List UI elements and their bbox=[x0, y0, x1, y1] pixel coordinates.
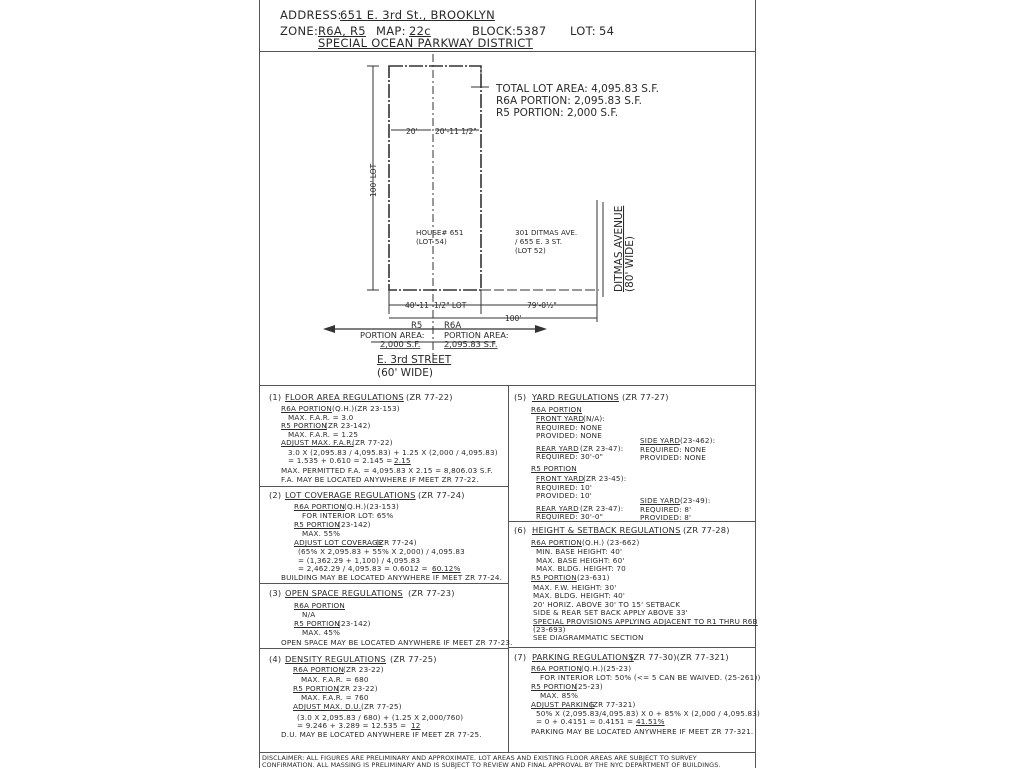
s2-note: BUILDING MAY BE LOCATED ANYWHERE IF MEET ZR 77-24. bbox=[281, 573, 503, 582]
s7-title: PARKING REGULATIONS bbox=[532, 652, 634, 662]
s6-max-bldg-r5: MAX. BLDG. HEIGHT: 40' bbox=[533, 591, 626, 600]
s4-title-ref: (ZR 77-25) bbox=[390, 654, 437, 664]
s5-r6a: R6A PORTION bbox=[531, 405, 582, 414]
r5-portion-area: R5 PORTION: 2,000 S.F. bbox=[496, 107, 619, 119]
block-value: 5387 bbox=[516, 24, 547, 38]
s6-r5: R5 PORTION bbox=[531, 573, 577, 582]
dim-100-lot: 100' LOT bbox=[369, 163, 378, 197]
house-label-1: HOUSE# 651 bbox=[416, 228, 464, 237]
r5-area-line2: 2,000 S.F. bbox=[380, 339, 421, 349]
s6-title: HEIGHT & SETBACK REGULATIONS bbox=[532, 525, 681, 535]
s4-note: D.U. MAY BE LOCATED ANYWHERE IF MEET ZR 77-25. bbox=[281, 730, 482, 739]
s5-side-r6a-prov: PROVIDED: NONE bbox=[640, 453, 706, 462]
s5-side-r6a-req: REQUIRED: NONE bbox=[640, 445, 707, 454]
s1-num: (1) bbox=[269, 392, 282, 402]
s4-r6a: R6A PORTION bbox=[293, 665, 344, 674]
dim-half-lot: 1/2" LOT bbox=[434, 301, 467, 310]
divider-s3-s4 bbox=[259, 648, 508, 649]
s5-front-r5-req: REQUIRED: 10' bbox=[536, 483, 593, 492]
s2-num: (2) bbox=[269, 490, 282, 500]
neighbor-label-3: (LOT 52) bbox=[515, 246, 546, 255]
s6-r6a-ref: (Q.H.) (23-662) bbox=[582, 538, 640, 547]
s1-permitted: MAX. PERMITTED F.A. = 4,095.83 X 2.15 = 8,806.03 S.F. bbox=[281, 466, 493, 475]
divider-s2-s3 bbox=[259, 583, 508, 584]
zone-label: ZONE: bbox=[280, 24, 319, 38]
s7-r5-ref: (25-23) bbox=[575, 682, 603, 691]
s7-adjust: ADJUST PARKING bbox=[531, 700, 595, 709]
s4-r6a-ref: (ZR 23-22) bbox=[343, 665, 384, 674]
s5-front-r5-prov: PROVIDED: 10' bbox=[536, 491, 592, 500]
s7-note: PARKING MAY BE LOCATED ANYWHERE IF MEET ZR 77-321. bbox=[531, 727, 754, 736]
s5-front-r6a-prov: PROVIDED: NONE bbox=[536, 431, 602, 440]
s6-max-bldg: MAX. BLDG. HEIGHT: 70 bbox=[536, 564, 626, 573]
divider-s5-s6 bbox=[508, 521, 756, 522]
s5-side-r5-prov: PROVIDED: 8' bbox=[640, 513, 692, 522]
s5-side-r5-ref: (23-49): bbox=[680, 496, 711, 505]
s4-title: DENSITY REGULATIONS bbox=[285, 654, 386, 664]
s5-front-r6a: FRONT YARD bbox=[536, 414, 585, 423]
s1-adjust: ADJUST MAX. F.A.R. bbox=[281, 438, 354, 447]
s6-setback1: 20' HORIZ. ABOVE 30' TO 15' SETBACK bbox=[533, 600, 681, 609]
s4-adjust-ref: (ZR 77-25) bbox=[361, 702, 402, 711]
s5-side-r5-req: REQUIRED: 8' bbox=[640, 505, 692, 514]
s4-adjust: ADJUST MAX. D.U. bbox=[293, 702, 362, 711]
r6a-zone-label: R6A bbox=[444, 321, 462, 331]
r5-area-line1: PORTION AREA: bbox=[360, 330, 425, 340]
s1-result: 2.15 bbox=[394, 456, 411, 465]
s6-r5-ref: (23-631) bbox=[577, 573, 610, 582]
s3-r6a: R6A PORTION bbox=[294, 601, 345, 610]
disclaimer-divider bbox=[259, 752, 756, 753]
s2-calc3: = 2,462.29 / 4,095.83 = 0.6012 = bbox=[298, 564, 428, 573]
s6-max-fw: MAX. F.W. HEIGHT: 30' bbox=[533, 583, 617, 592]
dim-20: 20' bbox=[406, 127, 418, 136]
s1-r5-far: MAX. F.A.R. = 1.25 bbox=[288, 430, 359, 439]
s5-front-r5: FRONT YARD bbox=[536, 474, 585, 483]
s1-r6a-far: MAX. F.A.R. = 3.0 bbox=[288, 413, 354, 422]
s2-r6a: R6A PORTION bbox=[294, 502, 345, 511]
s4-r5-val: MAX. F.A.R. = 760 bbox=[301, 693, 369, 702]
lot-outline bbox=[389, 66, 481, 290]
s1-calc1: 3.0 X (2,095.83 / 4,095.83) + 1.25 X (2,000 / 4,095.83) bbox=[288, 448, 498, 457]
s1-note: F.A. MAY BE LOCATED ANYWHERE IF MEET ZR 77-22. bbox=[281, 475, 479, 484]
s1-title-ref: (ZR 77-22) bbox=[406, 392, 453, 402]
s4-r5: R5 PORTION bbox=[293, 684, 339, 693]
dim-40-11: 40'-11 bbox=[405, 301, 429, 310]
lot-label: LOT: bbox=[570, 24, 596, 38]
s1-title: FLOOR AREA REGULATIONS bbox=[285, 392, 404, 402]
s2-r5-val: MAX. 55% bbox=[302, 529, 341, 538]
dim-20-11: 20'-11 1/2" bbox=[435, 127, 477, 136]
dim-100: 100' bbox=[505, 314, 522, 323]
s6-special-ref: (23-693) bbox=[533, 625, 566, 634]
s3-r5-ref: (23-142) bbox=[338, 619, 371, 628]
s2-adjust: ADJUST LOT COVERAGE bbox=[294, 538, 383, 547]
street-arrow-left bbox=[323, 325, 335, 333]
neighbor-label-2: / 655 E. 3 ST. bbox=[515, 237, 563, 246]
s7-num: (7) bbox=[514, 652, 527, 662]
s2-r5: R5 PORTION bbox=[294, 520, 340, 529]
s4-r6a-val: MAX. F.A.R. = 680 bbox=[301, 675, 369, 684]
disclaimer-line-2: CONFIRMATION. ALL MASSING IS PRELIMINARY AND IS SUBJECT TO REVIEW AND FINAL APPROVAL BY THE NYC DEPARTMENT OF BUILDINGS. bbox=[262, 761, 721, 769]
s2-title: LOT COVERAGE REGULATIONS bbox=[285, 490, 416, 500]
r5-zone-label: R5 bbox=[411, 321, 423, 331]
s5-num: (5) bbox=[514, 392, 527, 402]
s3-note: OPEN SPACE MAY BE LOCATED ANYWHERE IF MEET ZR 77-23. bbox=[281, 638, 513, 647]
neighbor-label-1: 301 DITMAS AVE. bbox=[515, 228, 578, 237]
s5-rear-r6a-ref: (ZR 23-47): bbox=[580, 444, 624, 453]
s7-calc2: = 0 + 0.4151 = 0.4151 = bbox=[536, 717, 634, 726]
s7-calc1: 50% X (2,095.83/4,095.83) X 0 + 85% X (2,000 / 4,095.83) bbox=[536, 709, 761, 718]
block-label: BLOCK: bbox=[472, 24, 517, 38]
s5-side-r6a: SIDE YARD bbox=[640, 436, 681, 445]
map-value: 22c bbox=[409, 24, 431, 38]
column-divider bbox=[508, 385, 509, 752]
s6-see: SEE DIAGRAMMATIC SECTION bbox=[533, 633, 644, 642]
s4-num: (4) bbox=[269, 654, 282, 664]
street-name: E. 3rd STREET bbox=[377, 354, 452, 366]
s7-title-ref: (ZR 77-30)(ZR 77-321) bbox=[630, 652, 729, 662]
r6a-area-line1: PORTION AREA: bbox=[444, 330, 509, 340]
s5-side-r5: SIDE YARD bbox=[640, 496, 681, 505]
s2-r5-ref: (23-142) bbox=[338, 520, 371, 529]
address: 651 E. 3rd St., BROOKLYN bbox=[340, 8, 495, 22]
s5-rear-r5-req: REQUIRED: 30'-0" bbox=[536, 512, 604, 521]
s7-r5-val: MAX. 85% bbox=[540, 691, 579, 700]
s6-r6a: R6A PORTION bbox=[531, 538, 582, 547]
s2-calc1: (65% X 2,095.83 + 55% X 2,000) / 4,095.83 bbox=[298, 547, 465, 556]
s3-r6a-val: N/A bbox=[302, 610, 316, 619]
dim-79: 79'-0½" bbox=[527, 301, 557, 310]
r6a-portion-area: R6A PORTION: 2,095.83 S.F. bbox=[496, 95, 642, 107]
s5-rear-r6a: REAR YARD bbox=[536, 444, 579, 453]
avenue-name: DITMAS AVENUE bbox=[613, 205, 625, 292]
s5-side-r6a-ref: (23-462): bbox=[680, 436, 716, 445]
s5-front-r6a-req: REQUIRED: NONE bbox=[536, 423, 603, 432]
s2-r6a-ref: (Q.H.)(23-153) bbox=[344, 502, 399, 511]
special-district: SPECIAL OCEAN PARKWAY DISTRICT bbox=[318, 36, 533, 50]
s1-adjust-ref: (ZR 77-22) bbox=[352, 438, 393, 447]
s5-rear-r5: REAR YARD bbox=[536, 504, 579, 513]
street-width: (60' WIDE) bbox=[377, 367, 433, 379]
s2-calc2: = (1,362.29 + 1,100) / 4,095.83 bbox=[298, 556, 421, 565]
s6-special: SPECIAL PROVISIONS APPLYING ADJACENT TO R1 THRU R6B bbox=[533, 617, 758, 626]
s6-max-base: MAX. BASE HEIGHT: 60' bbox=[536, 556, 625, 565]
total-lot-area: TOTAL LOT AREA: 4,095.83 S.F. bbox=[496, 83, 659, 95]
s1-calc2: = 1.535 + 0.610 = 2.145 = bbox=[288, 456, 393, 465]
avenue-width: (80' WIDE) bbox=[624, 236, 636, 292]
s7-r6a-val: FOR INTERIOR LOT: 50% (<= 5 CAN BE WAIVED. (25-261)) bbox=[540, 673, 761, 682]
s7-adjust-ref: (ZR 77-321) bbox=[590, 700, 636, 709]
s3-title-ref: (ZR 77-23) bbox=[408, 588, 455, 598]
address-label: ADDRESS: bbox=[280, 8, 342, 22]
s1-r5: R5 PORTION bbox=[281, 421, 327, 430]
s6-setback2: SIDE & REAR SET BACK APPLY ABOVE 33' bbox=[533, 608, 688, 617]
s4-result: 12 bbox=[411, 721, 421, 730]
street-arrow-right bbox=[535, 325, 547, 333]
divider-s6-s7 bbox=[508, 647, 756, 648]
s4-calc2: = 9.246 + 3.289 = 12.535 = bbox=[297, 721, 407, 730]
s3-title: OPEN SPACE REGULATIONS bbox=[285, 588, 403, 598]
house-label-2: (LOT 54) bbox=[416, 237, 447, 246]
s6-num: (6) bbox=[514, 525, 527, 535]
s1-r6a-ref: (Q.H.)(ZR 23-153) bbox=[332, 404, 400, 413]
s1-r5-ref: (ZR 23-142) bbox=[325, 421, 371, 430]
disclaimer-line-1: DISCLAIMER: ALL FIGURES ARE PRELIMINARY AND APPROXIMATE. LOT AREAS AND EXISTING FLOOR AREAS ARE SUBJECT TO SURVEY bbox=[262, 754, 697, 762]
s5-title-ref: (ZR 77-27) bbox=[622, 392, 669, 402]
zone-value: R6A, R5 bbox=[318, 24, 366, 38]
s5-r5: R5 PORTION bbox=[531, 464, 577, 473]
s6-title-ref: (ZR 77-28) bbox=[683, 525, 730, 535]
s5-rear-r6a-req: REQUIRED: 30'-0" bbox=[536, 452, 604, 461]
s5-front-r6a-ref: (N/A): bbox=[583, 414, 605, 423]
map-label: MAP: bbox=[376, 24, 406, 38]
lot-value: 54 bbox=[599, 24, 615, 38]
s7-r6a-ref: (Q.H.)(25-23) bbox=[581, 664, 632, 673]
s4-r5-ref: (ZR 23-22) bbox=[337, 684, 378, 693]
s3-r5-val: MAX. 45% bbox=[302, 628, 341, 637]
s1-r6a: R6A PORTION bbox=[281, 404, 332, 413]
s3-num: (3) bbox=[269, 588, 282, 598]
s2-title-ref: (ZR 77-24) bbox=[418, 490, 465, 500]
s3-r5: R5 PORTION bbox=[294, 619, 340, 628]
s2-adjust-ref: (ZR 77-24) bbox=[376, 538, 417, 547]
s7-r5: R5 PORTION bbox=[531, 682, 577, 691]
s4-calc1: (3.0 X 2,095.83 / 680) + (1.25 X 2,000/760) bbox=[297, 713, 464, 722]
divider-s1-s2 bbox=[259, 486, 508, 487]
r6a-area-line2: 2,095.83 S.F. bbox=[444, 339, 498, 349]
s2-result: 60.12% bbox=[432, 564, 461, 573]
s2-r6a-val: FOR INTERIOR LOT: 65% bbox=[302, 511, 394, 520]
s7-r6a: R6A PORTION bbox=[531, 664, 582, 673]
s5-title: YARD REGULATIONS bbox=[532, 392, 619, 402]
s7-result: 41.51% bbox=[636, 717, 665, 726]
s6-min-base: MIN. BASE HEIGHT: 40' bbox=[536, 547, 623, 556]
site-plan-drawing bbox=[259, 52, 756, 385]
s5-front-r5-ref: (ZR 23-45): bbox=[583, 474, 627, 483]
s5-rear-r5-ref: (ZR 23-47): bbox=[580, 504, 624, 513]
